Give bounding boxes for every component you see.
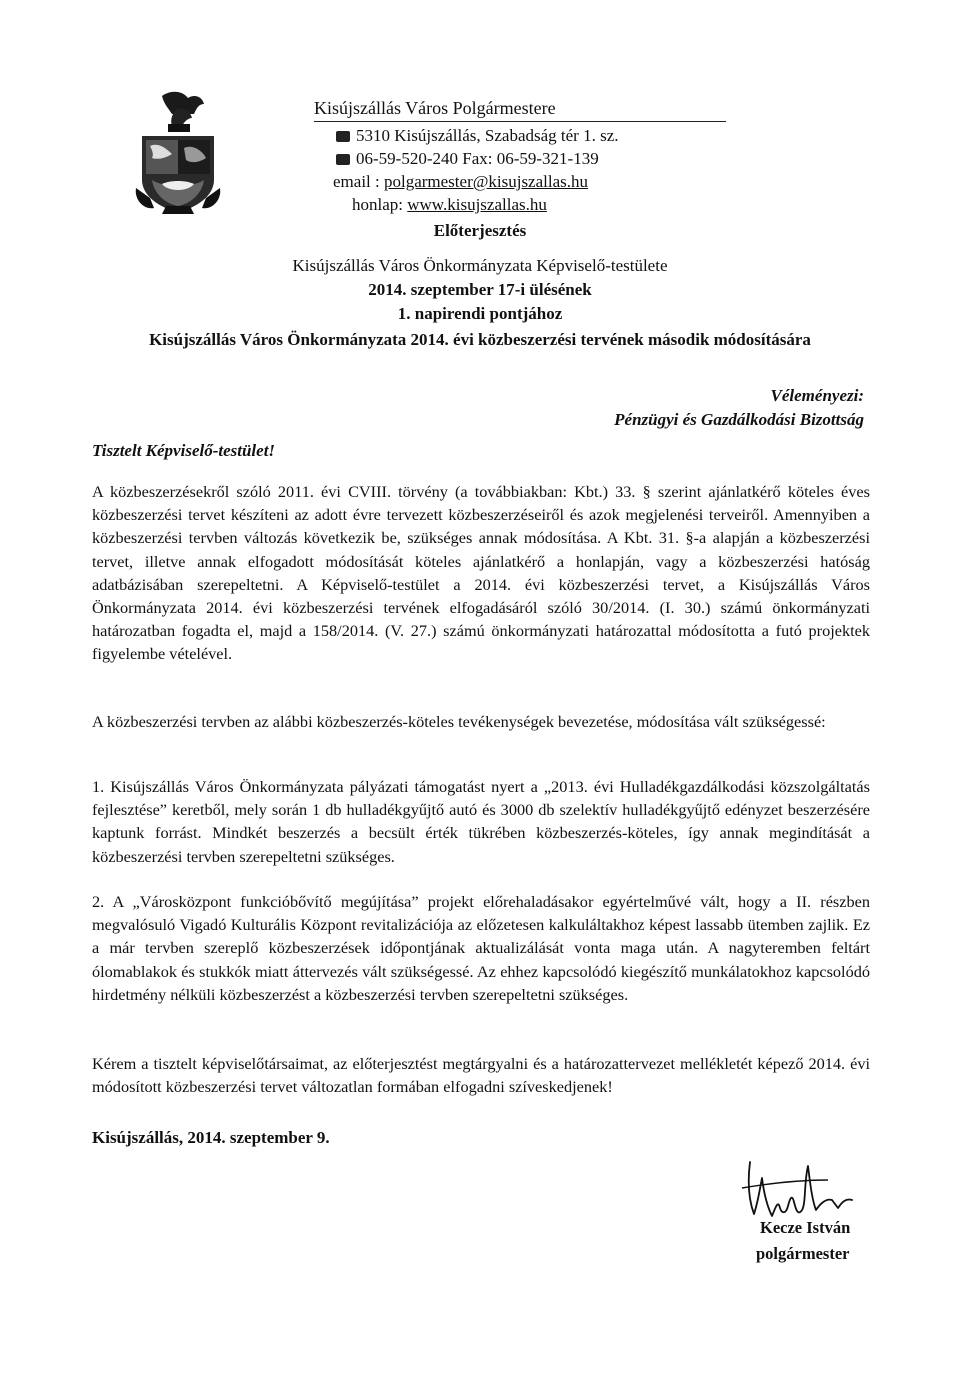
signer-name: Kecze István <box>760 1218 851 1237</box>
paragraph-legal-basis <box>92 480 870 666</box>
coat-of-arms-icon <box>132 88 224 216</box>
telephone-icon <box>336 154 350 165</box>
email-line <box>333 172 588 192</box>
email-label: email : <box>333 172 384 191</box>
session-date: 2014. szeptember 17-i ülésének <box>368 280 592 299</box>
place-date: Kisújszállás, 2014. szeptember 9. <box>92 1128 330 1147</box>
salutation: Tisztelt Képviselő-testület! <box>92 441 276 460</box>
phone-line <box>336 149 599 169</box>
review-label: Véleményezi: <box>770 386 864 405</box>
paragraph-request <box>92 1052 870 1098</box>
paragraph-item-2 <box>92 890 870 1006</box>
web-label: honlap: <box>352 195 408 214</box>
paragraph-text: A közbeszerzésekről szóló 2011. évi CVIII. törvény (a továbbiakban: Kbt.) 33. § szerint ajánlatkérő köteles éves közbeszerzési tervet készíteni az adott évre tervezett közbeszerzéseiről és azok megjelenési terveiről. Amennyiben a közbeszerzési tervben változás következik be, szükséges annak módosítása. A Kbt. 31. §-a alapján a közbeszerzési tervet, illetve annak elfogadott módosítását köteles ajánlatkérő a honlapján, vagy a közbeszerzési hatóság adatbázisában szerepeltetni. A Képviselő-testület a 2014. évi közbeszerzési tervet, a Kisújszállás Város Önkormányzata 2014. évi közbeszerzési tervének elfogadásáról szóló 30/2014. (I. 30.) számú önkormányzati határozatban fogadta el, majd a 158/2014. (V. 27.) számú önkormányzati határozattal módosította a futó projektek figyelembe vételével. <box>92 482 870 664</box>
paragraph-text: A közbeszerzési tervben az alábbi közbeszerzés-köteles tevékenységek bevezetése, módosítása vált szükségessé: <box>92 712 826 731</box>
web-link[interactable]: www.kisujszallas.hu <box>407 195 547 214</box>
paragraph-text: 2. A „Városközpont funkcióbővítő megújítása” projekt előrehaladásakor egyértelművé vált, hogy a II. részben megvalósuló Vigadó Kulturális Központ revitalizációja az előzetesen kalkuláltakhoz képest lassabb ütemben zajlik. Ez a már tervben szereplő közbeszerzések időpontjának aktualizálását vonta maga után. A nagyteremben feltárt ólomablakok és stukkók miatt áttervezés vált szükségessé. Az ehhez kapcsolódó kiegészítő munkálatokhoz kapcsolódó hirdetmény nélküli közbeszerzést a közbeszerzési tervben szerepeltetni szükséges. <box>92 892 870 1004</box>
email-link[interactable]: polgarmester@kisujszallas.hu <box>383 172 589 191</box>
web-line <box>352 195 547 215</box>
paragraph-text: Kérem a tisztelt képviselőtársaimat, az előterjesztést megtárgyalni és a határozattervezet mellékletét képező 2014. évi módosított közbeszerzési tervet változatlan formában elfogadni szíveskedjenek! <box>92 1054 870 1097</box>
org-name: Kisújszállás Város Polgármestere <box>314 98 556 118</box>
header-divider <box>314 121 726 122</box>
paragraph-item-1 <box>92 775 870 868</box>
address-text: 5310 Kisújszállás, Szabadság tér 1. sz. <box>356 126 619 145</box>
signer-title: polgármester <box>756 1244 850 1263</box>
agenda-item: 1. napirendi pontjához <box>397 304 563 323</box>
doc-type-title: Előterjesztés <box>433 221 527 240</box>
paragraph-text: 1. Kisújszállás Város Önkormányzata pályázati támogatást nyert a „2013. évi Hulladékgazdálkodási közszolgáltatás fejlesztése” keretből, mely során 1 db hulladékgyűjtő autó és 3000 db szelektív hulladékgyűjtő edényzet beszerzésére kaptunk forrást. Mindkét beszerzés a becsült érték tükrében közbeszerzés-köteles, így annak megindítását a közbeszerzési tervben szerepeltetni szükséges. <box>92 777 870 866</box>
envelope-icon <box>336 131 350 142</box>
review-committee: Pénzügyi és Gazdálkodási Bizottság <box>614 410 864 429</box>
subject-line: Kisújszállás Város Önkormányzata 2014. évi közbeszerzési tervének második módosítására <box>149 330 811 349</box>
phone-text: 06-59-520-240 Fax: 06-59-321-139 <box>356 149 599 168</box>
paragraph-intro-list <box>92 710 870 733</box>
council-name: Kisújszállás Város Önkormányzata Képviselő-testülete <box>292 256 668 275</box>
address-line <box>336 126 619 146</box>
